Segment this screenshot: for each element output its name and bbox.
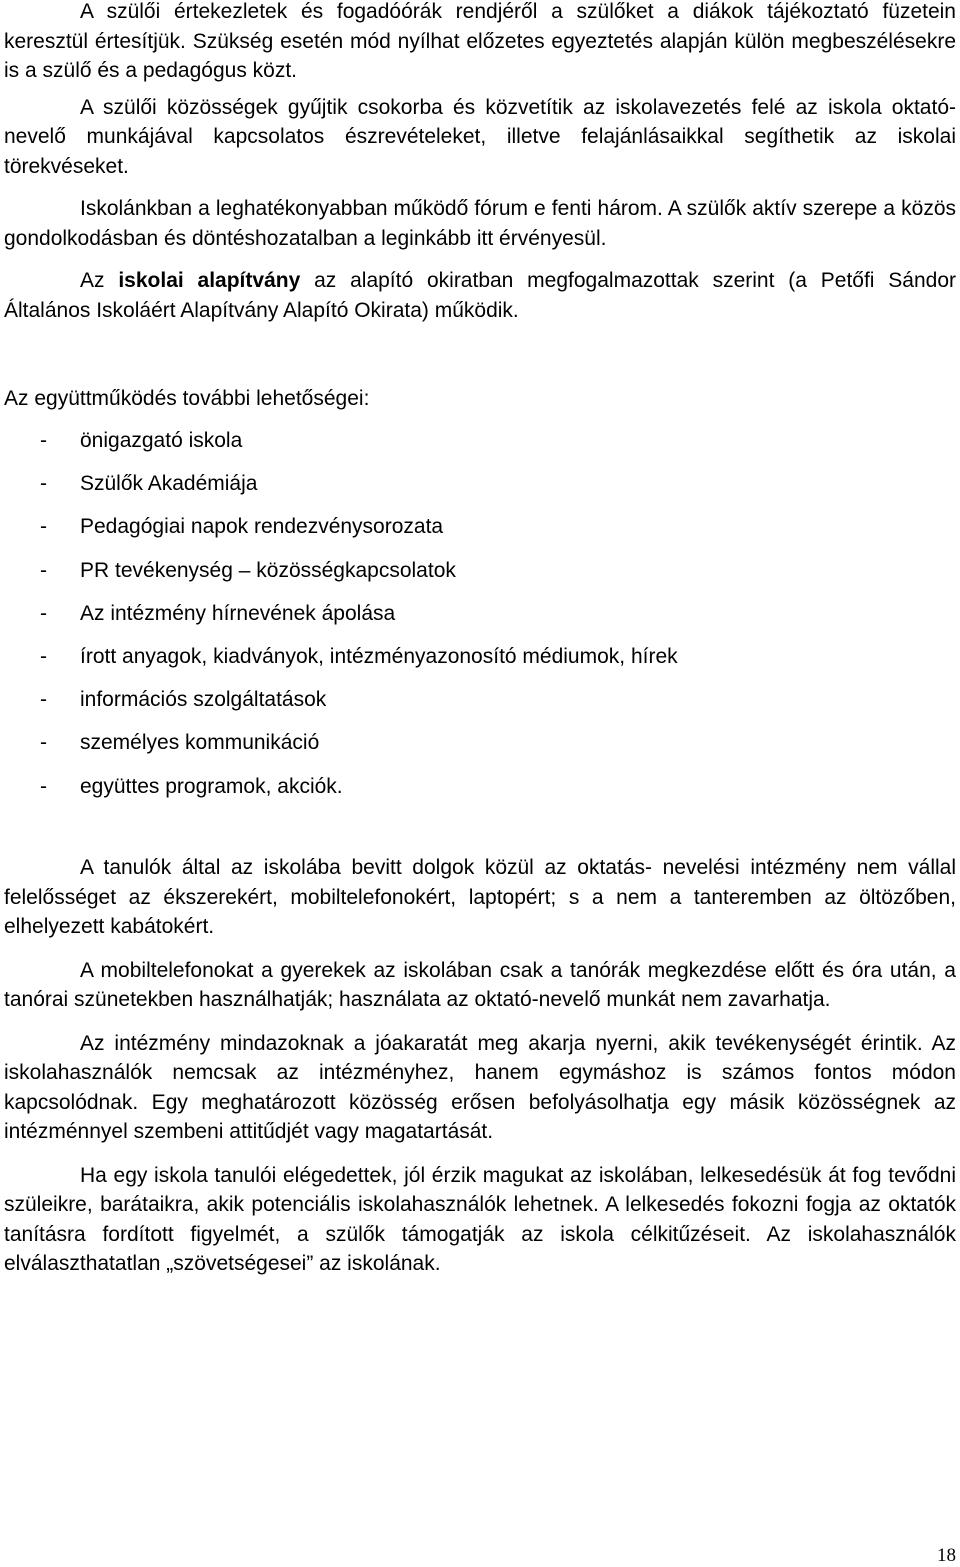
list-item-text: önigazgató iskola (80, 429, 243, 452)
paragraph-liability: A tanulók által az iskolába bevitt dolgok közül az oktatás- nevelési intézmény nem vállal felelősséget az ékszerekért, mobiltelefonokért, laptopért; s a nem a tanteremben az öltözőben, elhelyezett kabátokért. (4, 856, 956, 938)
list-item-text: személyes kommunikáció (80, 731, 320, 755)
list-item (4, 511, 904, 554)
foundation-text-before: Az (80, 269, 119, 292)
list-item (4, 555, 904, 598)
cooperation-heading: Az együttműködés további lehetőségei: (4, 387, 370, 410)
list-dash: - (40, 774, 47, 798)
list-item (4, 598, 904, 641)
list-dash: - (40, 429, 47, 452)
cooperation-list (4, 425, 904, 814)
paragraph-foundation (4, 266, 956, 325)
paragraph-goodwill: Az intézmény mindazoknak a jóakaratát meg akarja nyerni, akik tevékenységét érintik. Az iskolahasználók nemcsak az intézményhez, hanem egymáshoz is számos fontos módon kapcsolódnak. Egy meghatározott közösség erősen befolyásolhatja egy másik közösségnek az intézménnyel szembeni attitűdjét vagy magatartását. (4, 1031, 956, 1143)
list-item (4, 468, 904, 511)
list-item (4, 425, 904, 468)
list-item-text: Pedagógiai napok rendezvénysorozata (80, 515, 444, 539)
page-top-text (4, 0, 956, 325)
page-number: 18 (937, 1545, 956, 1566)
paragraph-forum: Iskolánkban a leghatékonyabban működő fórum e fenti három. A szülők aktív szerepe a közös gondolkodásban és döntéshozatalban a leginkább itt érvényesül. (4, 197, 956, 250)
list-item-text: együttes programok, akciók. (80, 774, 343, 798)
list-item-text: PR tevékenység – közösségkapcsolatok (80, 558, 456, 582)
paragraph-parent-meetings: A szülői értekezletek és fogadóórák rendjéről a szülőket a diákok tájékoztató füzetein keresztül értesítjük. Szükség esetén mód nyílhat előzetes egyeztetés alapján külön megbeszélésekre is a szülő és a pedagógus közt. (4, 0, 956, 82)
page-bottom-text (4, 853, 956, 1279)
list-item (4, 771, 904, 814)
list-dash: - (40, 731, 47, 755)
list-dash: - (40, 601, 47, 625)
list-item-text: Szülők Akadémiája (80, 472, 258, 496)
list-dash: - (40, 472, 47, 496)
foundation-bold-term: iskolai alapítvány (118, 269, 301, 292)
foundation-text-after: az alapító okiratban megfogalmazottak szerint (a Petőfi Sándor Általános Iskoláért Alapítvány Alapító Okirata) működik. (4, 269, 957, 322)
list-item (4, 727, 904, 770)
list-dash: - (40, 688, 47, 712)
list-item (4, 684, 904, 727)
list-item (4, 641, 904, 684)
paragraph-mobile-phones: A mobiltelefonokat a gyerekek az iskolában csak a tanórák megkezdése előtt és óra után, a tanórai szünetekben használhatják; használata az oktató-nevelő munkát nem zavarhatja. (4, 958, 956, 1011)
list-item-text: információs szolgáltatások (80, 688, 327, 712)
list-item-text: írott anyagok, kiadványok, intézményazonosító médiumok, hírek (80, 644, 678, 668)
list-item-text: Az intézmény hírnevének ápolása (80, 601, 396, 625)
list-dash: - (40, 644, 47, 668)
list-dash: - (40, 558, 47, 582)
list-dash: - (40, 515, 47, 539)
paragraph-parent-communities: A szülői közösségek gyűjtik csokorba és közvetítik az iskolavezetés felé az iskola oktató-nevelő munkájával kapcsolatos észrevételeket, illetve felajánlásaikkal segíthetik az iskolai törekvéseket. (4, 95, 956, 178)
paragraph-satisfaction: Ha egy iskola tanulói elégedettek, jól érzik magukat az iskolában, lelkesedésük át fog tevődni szüleikre, barátaikra, akik potenciális iskolahasználók lehetnek. A lelkesedés fokozni fogja az oktatók tanításra fordított figyelmét, a szülők támogatják az iskola célkitűzéseit. Az iskolahasználók elválaszthatatlan „szövetségesei” az iskolának. (4, 1163, 956, 1275)
